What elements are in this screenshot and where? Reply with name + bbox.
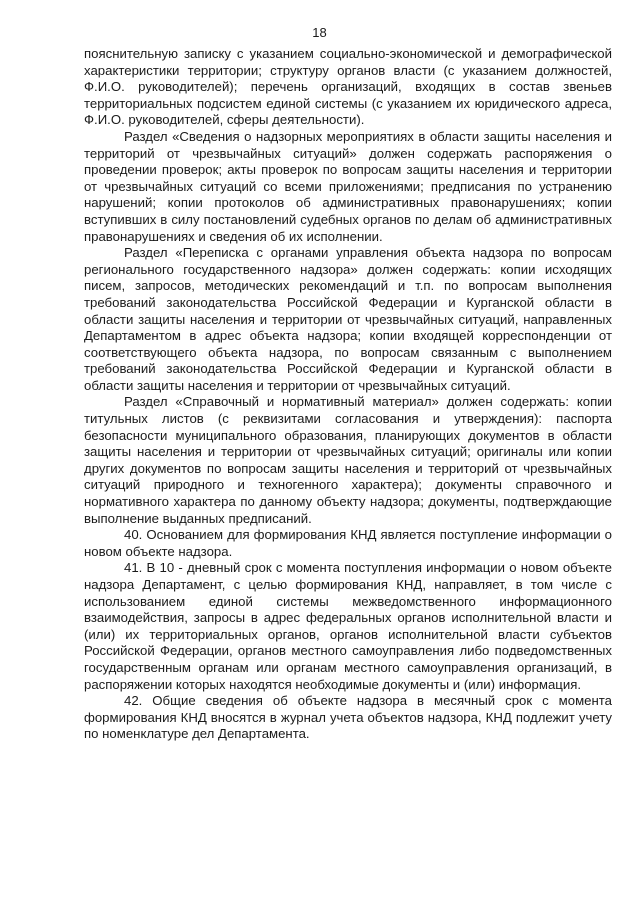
paragraph-explanatory-note-continuation: пояснительную записку с указанием социально-экономической и демографической характеристики территории; структуру органов власти (с указанием должностей, Ф.И.О. руководителей); перечень организаций, входящих в состав звеньев территориальных подсистем единой системы (с указанием их юридического адреса, Ф.И.О. руководителей, сферы деятельности). xyxy=(84,46,612,128)
document-body xyxy=(84,46,612,743)
paragraph-section-reference-material: Раздел «Справочный и нормативный материал» должен содержать: копии титульных листов (с реквизитами согласования и утверждения): паспорта безопасности муниципального образования, планирующих документов в области защиты населения и территории от чрезвычайных ситуаций; оригиналы или копии других документов по вопросам защиты населения и территорий от чрезвычайных ситуаций природного и техногенного характера); документы справочного и нормативного характера по данному объекту надзора; документы, подтверждающие выполнение выданных предписаний. xyxy=(84,394,612,526)
paragraph-clause-41: 41. В 10 - дневный срок с момента поступления информации о новом объекте надзора Департамент, с целью формирования КНД, направляет, в том числе с использованием единой системы межведомственного информационного взаимодействия, запросы в адрес федеральных органов исполнительной власти и (или) их территориальных органов, органов исполнительной власти субъектов Российской Федерации, органов местного самоуправления либо подведомственных государственным органам или органам местного самоуправления организаций, в распоряжении которых находятся необходимые документы и (или) информация. xyxy=(84,560,612,692)
page-number: 18 xyxy=(312,25,327,40)
paragraph-section-correspondence: Раздел «Переписка с органами управления объекта надзора по вопросам регионального государственного надзора» должен содержать: копии исходящих писем, запросов, методических рекомендаций и т.п. по вопросам выполнения требований законодательства Российской Федерации и Курганской области в области защиты населения и территории от чрезвычайных ситуаций, направленных Департаментом в адрес объекта надзора; копии входящей корреспонденции от соответствующего объекта надзора, по вопросам связанным с выполнением требований законодательства Российской Федерации и Курганской области в области защиты населения и территории от чрезвычайных ситуаций. xyxy=(84,245,612,393)
paragraph-section-supervisory-measures: Раздел «Сведения о надзорных мероприятиях в области защиты населения и территорий от чрезвычайных ситуаций» должен содержать распоряжения о проведении проверок; акты проверок по вопросам защиты населения и территории от чрезвычайных ситуаций со всеми приложениями; предписания по устранению нарушений; копии протоколов об административных правонарушениях; копии вступивших в силу постановлений судебных органов по делам об административных правонарушениях и сведения об их исполнении. xyxy=(84,128,612,244)
paragraph-clause-42: 42. Общие сведения об объекте надзора в месячный срок с момента формирования КНД вносятся в журнал учета объектов надзора, КНД подлежит учету по номенклатуре дел Департамента. xyxy=(84,693,612,742)
paragraph-clause-40: 40. Основанием для формирования КНД является поступление информации о новом объекте надзора. xyxy=(84,527,612,559)
